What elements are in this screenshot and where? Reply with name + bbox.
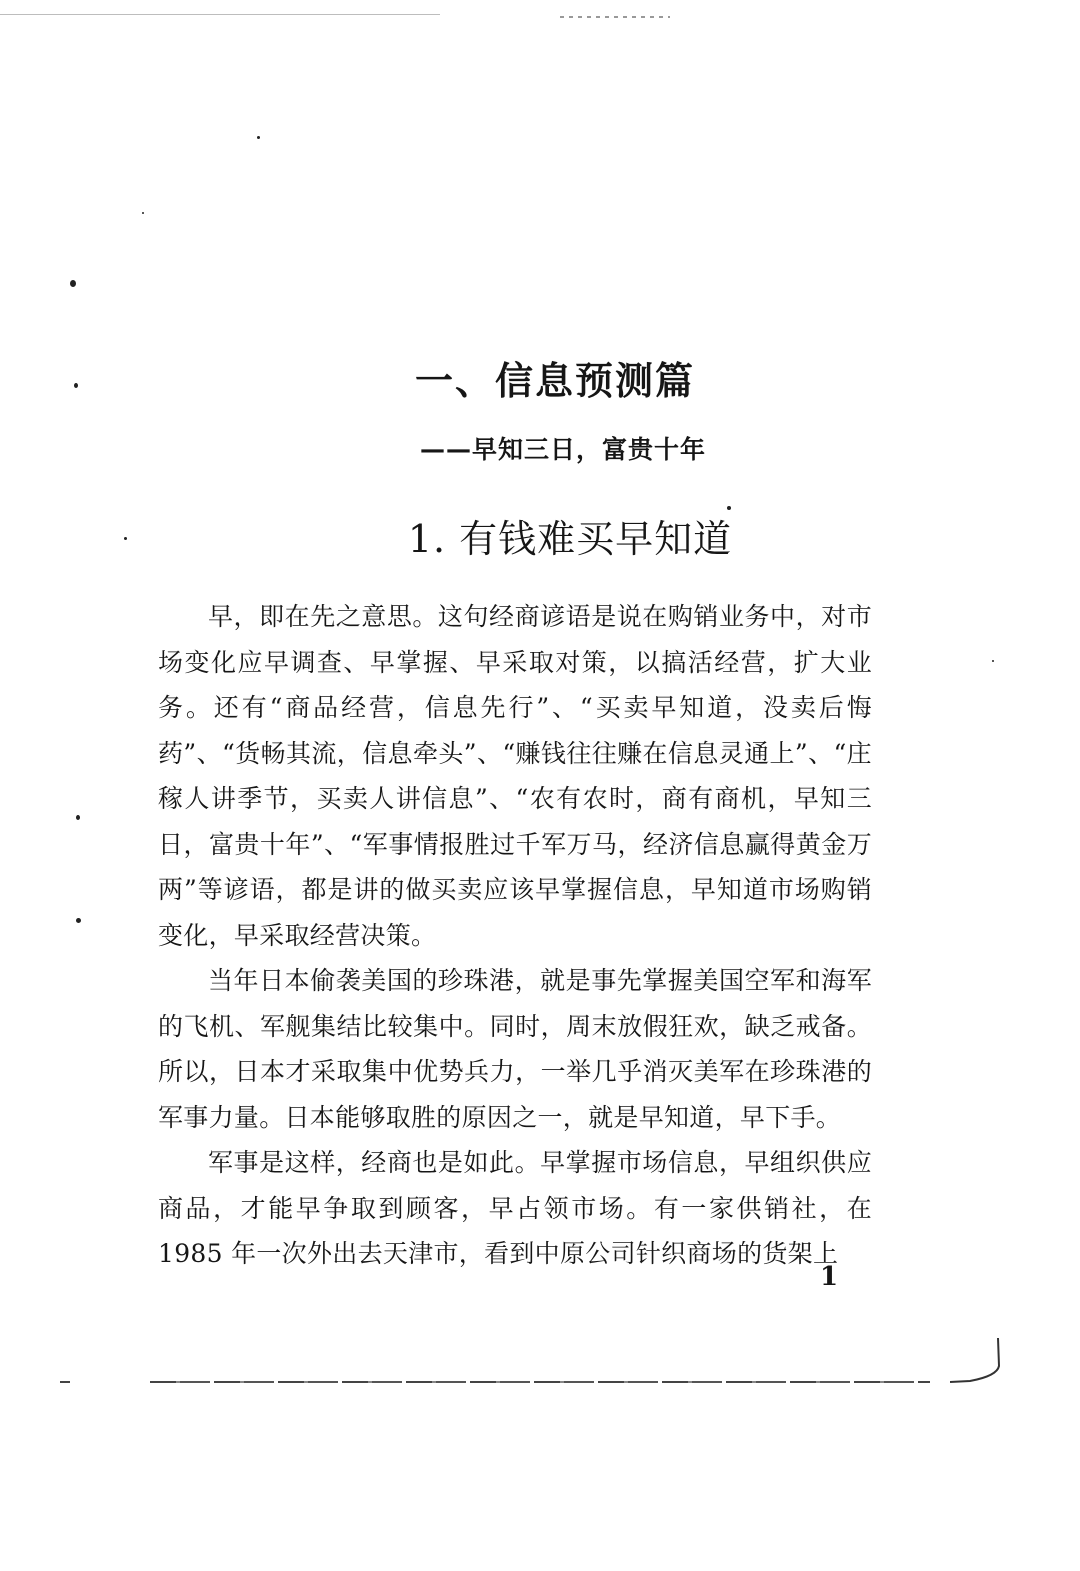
- scan-speck: [76, 815, 80, 820]
- paragraph: 军事是这样，经商也是如此。早掌握市场信息，早组织供应商品，才能早争取到顾客，早占领市场。有一家供销社，在1985 年一次外出去天津市，看到中原公司针织商场的货架上: [158, 1148, 872, 1268]
- chapter-title: 一、信息预测篇: [414, 359, 695, 403]
- scan-speck: [257, 136, 260, 139]
- page-number: 1: [820, 1262, 839, 1292]
- scan-artifact-line: [560, 16, 670, 18]
- scan-speck: [70, 280, 76, 287]
- chapter-subtitle: ——早知三日，富贵十年: [420, 435, 707, 464]
- scan-artifact-line: [150, 1381, 930, 1383]
- section-title: 1. 有钱难买早知道: [407, 517, 733, 561]
- paragraph: 早，即在先之意思。这句经商谚语是说在购销业务中，对市场变化应早调查、早掌握、早采取对策，以搞活经营，扩大业务。还有“商品经营，信息先行”、“买卖早知道，没卖后悔药”、“货畅其流，信息牵头”、“赚钱往往赚在信息灵通上”、“庄稼人讲季节，买卖人讲信息”、“农有农时，商有商机，早知三日，富贵十年”、“军事情报胜过千军万马，经济信息赢得黄金万两”等谚语，都是讲的做买卖应该早掌握信息，早知道市场购销变化，早采取经营决策。: [158, 602, 872, 950]
- scan-speck: [142, 212, 144, 214]
- paragraph: 当年日本偷袭美国的珍珠港，就是事先掌握美国空军和海军的飞机、军舰集结比较集中。同时，周末放假狂欢，缺乏戒备。所以，日本才采取集中优势兵力，一举几乎消灭美军在珍珠港的军事力量。日本能够取胜的原因之一，就是早知道，早下手。: [158, 966, 872, 1132]
- scan-artifact-line: [0, 14, 440, 15]
- scan-speck: [992, 660, 994, 662]
- scan-artifact-line: [60, 1381, 70, 1383]
- page-curl-edge: [950, 1336, 1010, 1384]
- body-text: [158, 594, 872, 1277]
- scan-speck: [76, 918, 81, 923]
